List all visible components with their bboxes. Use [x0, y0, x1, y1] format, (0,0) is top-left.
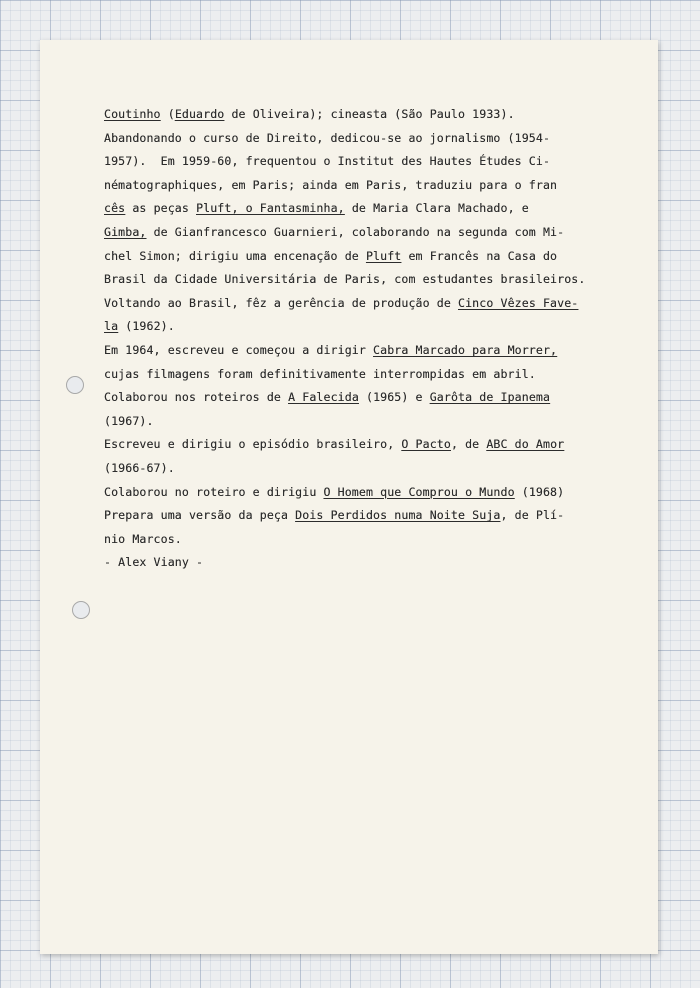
text-line — [104, 410, 634, 434]
text-segment: (1967). — [104, 413, 154, 428]
underlined-title: Eduardo — [174, 107, 225, 121]
text-line — [104, 268, 634, 292]
text-line — [104, 292, 634, 316]
text-line — [104, 457, 634, 481]
underlined-title: O Pacto — [401, 437, 451, 452]
text-line — [104, 150, 634, 174]
text-line — [104, 103, 634, 127]
underlined-title: A Falecida — [288, 390, 359, 405]
text-segment: 1957). Em 1959-60, frequentou o Institut des Hautes Études Ci- — [104, 154, 551, 169]
text-segment: de Oliveira); cineasta (São Paulo 1933). — [224, 107, 515, 121]
punch-hole-top — [66, 376, 84, 394]
text-line — [104, 339, 634, 363]
underlined-title: Cinco Vêzes Fave- — [458, 295, 579, 310]
text-segment: chel Simon; dirigiu uma encenação de — [104, 248, 366, 263]
text-line — [104, 174, 634, 198]
underlined-title: Pluft, o Fantasminha, — [196, 201, 345, 216]
text-segment: , de — [450, 437, 487, 452]
text-line — [104, 221, 634, 245]
underlined-title: cês — [104, 201, 126, 216]
underlined-title: Cabra Marcado para Morrer, — [373, 342, 558, 357]
text-segment: (1962). — [118, 319, 175, 334]
underlined-title: ABC do Amor — [486, 437, 565, 452]
text-line — [104, 386, 634, 410]
text-segment: Colaborou no roteiro e dirigiu — [104, 484, 324, 499]
text-segment: nématographiques, em Paris; ainda em Paris, traduziu para o fran — [104, 177, 558, 192]
text-segment: Prepara uma versão da peça — [104, 508, 296, 523]
underlined-title: la — [104, 319, 119, 334]
text-segment: nio Marcos. — [104, 531, 182, 546]
text-line — [104, 551, 634, 575]
text-segment: Abandonando o curso de Direito, dedicou-se ao jornalismo (1954- — [104, 130, 551, 145]
text-segment: (1965) e — [358, 390, 430, 405]
text-segment: Escreveu e dirigiu o episódio brasileiro, — [104, 437, 402, 452]
underlined-title: Dois Perdidos numa Noite Suja — [295, 508, 501, 523]
text-segment: ( — [160, 107, 175, 121]
text-line — [104, 245, 634, 269]
text-line — [104, 127, 634, 151]
text-line — [104, 528, 634, 552]
text-segment: (1968) — [514, 484, 565, 499]
underlined-title: Pluft — [365, 248, 402, 263]
text-segment: de Maria Clara Machado, e — [344, 201, 529, 216]
underlined-title: Garôta de Ipanema — [429, 390, 551, 405]
underlined-title: Coutinho — [104, 107, 161, 121]
text-segment: Brasil da Cidade Universitária de Paris, com estudantes brasileiros. — [104, 272, 586, 287]
typewritten-text — [104, 103, 634, 575]
text-segment: Colaborou nos roteiros de — [104, 390, 289, 405]
text-segment: de Gianfrancesco Guarnieri, colaborando na segunda com Mi- — [146, 224, 565, 239]
text-line — [104, 504, 634, 528]
text-line — [104, 197, 634, 221]
text-segment: em Francês na Casa do — [401, 248, 558, 263]
text-segment: cujas filmagens foram definitivamente interrompidas em abril. — [104, 366, 536, 381]
text-line — [104, 363, 634, 387]
text-segment: as peças — [125, 201, 197, 216]
underlined-title: O Homem que Comprou o Mundo — [323, 484, 515, 499]
text-line — [104, 481, 634, 505]
underlined-title: Gimba, — [104, 224, 147, 239]
text-line — [104, 433, 634, 457]
text-segment: - Alex Viany - — [104, 555, 204, 570]
text-segment: , de Plí- — [500, 508, 565, 523]
text-line — [104, 315, 634, 339]
text-segment: Em 1964, escreveu e começou a dirigir — [104, 342, 374, 357]
text-segment: Voltando ao Brasil, fêz a gerência de produção de — [104, 295, 459, 310]
punch-hole-bottom — [72, 601, 90, 619]
text-segment: (1966-67). — [104, 460, 175, 475]
